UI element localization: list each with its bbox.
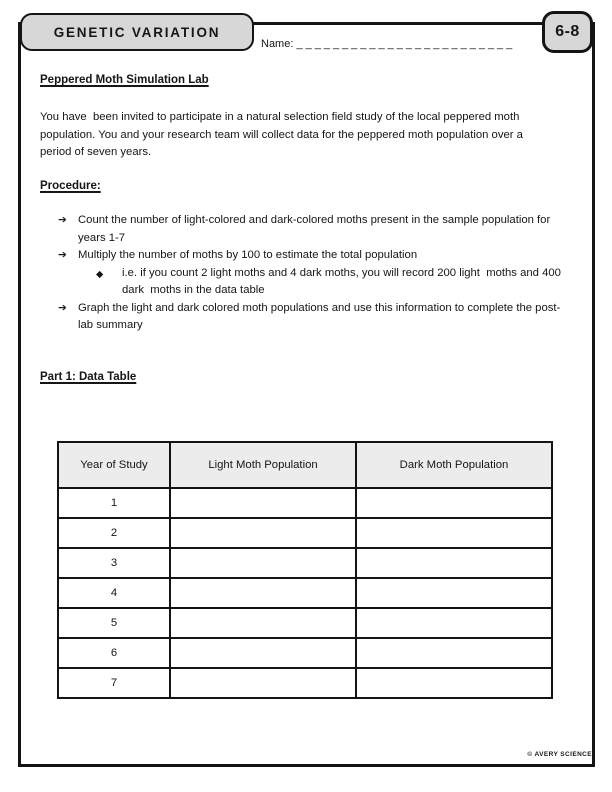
arrow-bullet-icon: ➔ — [58, 301, 67, 314]
table-row — [58, 638, 552, 668]
name-label: Name: — [261, 38, 294, 50]
year-cell: 6 — [58, 638, 170, 668]
light-moth-cell — [170, 578, 356, 608]
table-header-dark-moth: Dark Moth Population — [356, 442, 552, 488]
data-table — [57, 441, 553, 699]
grade-level-badge — [542, 11, 593, 53]
arrow-bullet-icon: ➔ — [58, 249, 67, 261]
table-row — [58, 578, 552, 608]
table-row — [58, 518, 552, 548]
light-moth-cell — [170, 518, 356, 548]
diamond-bullet-icon: ◆ — [96, 268, 104, 280]
light-moth-cell — [170, 548, 356, 578]
light-moth-cell — [170, 608, 356, 638]
dark-moth-cell — [356, 578, 552, 608]
procedure-substep-text: i.e. if you count 2 light moths and 4 dark moths, you will record 200 light moths and 400 dark moths in the data table — [122, 266, 565, 296]
year-cell: 7 — [58, 668, 170, 698]
table-header-light-moth: Light Moth Population — [170, 442, 356, 488]
procedure-step — [58, 300, 563, 335]
year-cell: 3 — [58, 548, 170, 578]
year-cell: 4 — [58, 578, 170, 608]
procedure-step — [58, 247, 563, 265]
dark-moth-cell — [356, 608, 552, 638]
year-cell: 2 — [58, 518, 170, 548]
table-row — [58, 488, 552, 518]
table-row — [58, 608, 552, 638]
dark-moth-cell — [356, 488, 552, 518]
intro-paragraph: You have been invited to participate in a natural selection field study of the local peppered moth population. You and your research team will collect data for the peppered moth population over a period of seven years. — [40, 111, 527, 158]
dark-moth-cell — [356, 668, 552, 698]
procedure-step-text: Multiply the number of moths by 100 to estimate the total population — [78, 249, 418, 261]
part1-heading: Part 1: Data Table — [40, 371, 137, 383]
table-header-year: Year of Study — [58, 442, 170, 488]
lab-title: Peppered Moth Simulation Lab — [40, 74, 209, 86]
name-blank-line: ________________________ — [296, 38, 516, 50]
grade-level: 6-8 — [555, 23, 580, 40]
light-moth-cell — [170, 668, 356, 698]
copyright-footer: © AVERY SCIENCE — [527, 751, 592, 758]
table-row — [58, 548, 552, 578]
dark-moth-cell — [356, 548, 552, 578]
title-badge — [20, 13, 254, 51]
procedure-steps — [58, 212, 563, 335]
year-cell: 1 — [58, 488, 170, 518]
name-row — [261, 38, 515, 50]
procedure-step — [58, 212, 563, 247]
procedure-substep — [96, 265, 563, 300]
light-moth-cell — [170, 638, 356, 668]
light-moth-cell — [170, 488, 356, 518]
page-title: GENETIC VARIATION — [53, 24, 221, 40]
table-row — [58, 668, 552, 698]
procedure-heading: Procedure: — [40, 180, 101, 192]
procedure-step-text: Count the number of light-colored and dark-colored moths present in the sample population for years 1-7 — [78, 214, 554, 244]
arrow-bullet-icon: ➔ — [58, 214, 67, 226]
dark-moth-cell — [356, 638, 552, 668]
dark-moth-cell — [356, 518, 552, 548]
year-cell: 5 — [58, 608, 170, 638]
table-header-row — [58, 442, 552, 488]
procedure-step-text: Graph the light and dark colored moth populations and use this information to complete the post-lab summary — [78, 301, 561, 331]
